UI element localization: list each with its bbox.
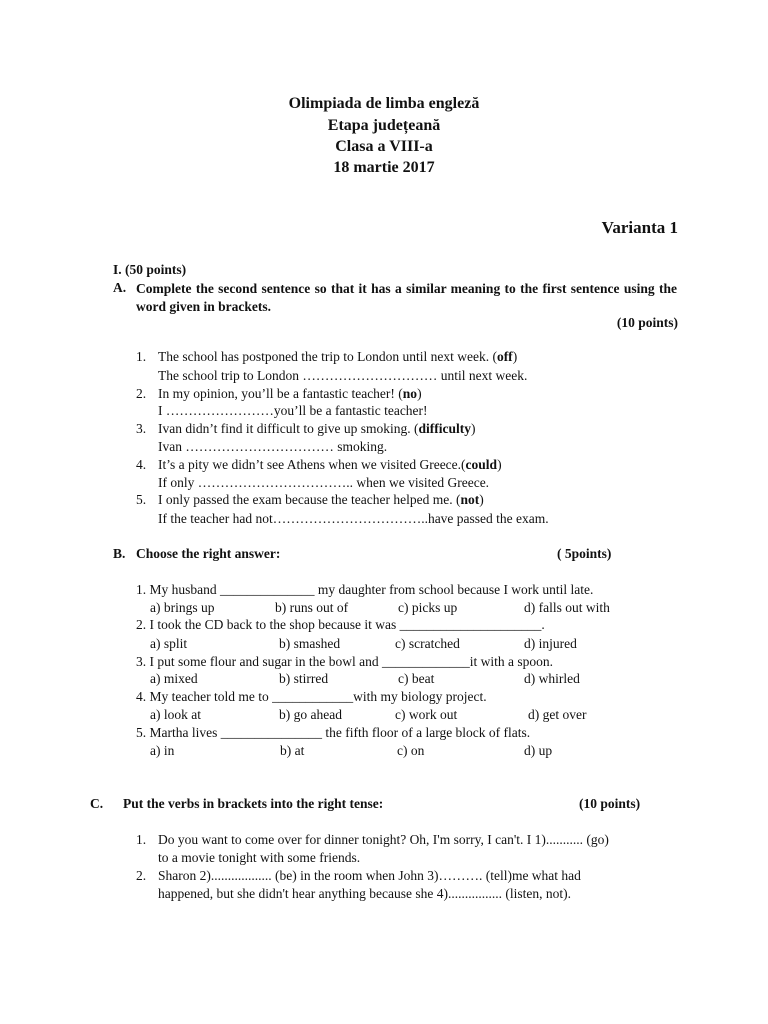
keyword: difficulty	[418, 421, 471, 436]
keyword: could	[465, 457, 498, 472]
section-b-instruction: Choose the right answer:	[136, 546, 281, 561]
olympiad-title: Olimpiada de limba engleză	[288, 95, 480, 112]
option-a: a) split	[150, 636, 188, 651]
section-a-instruction: Complete the second sentence so that it has a similar meaning to the first sentence using the word given in brackets.	[136, 281, 677, 314]
option-d: d) up	[524, 743, 553, 758]
class-title: Clasa a VIII-a	[335, 138, 433, 155]
list-item-number: 2.	[136, 868, 147, 883]
option-a: a) look at	[150, 707, 201, 722]
option-b: b) runs out of	[275, 600, 349, 615]
option-b: b) stirred	[279, 671, 329, 686]
question-text: 4. My teacher told me to ____________with my biology project.	[136, 689, 487, 704]
stage-title: Etapa județeană	[327, 117, 441, 134]
item-rewrite: If only …………………………….. when we visited Greece.	[158, 475, 490, 490]
list-item-number: 3.	[136, 421, 147, 436]
keyword: off	[496, 349, 513, 364]
section-c-letter: C.	[90, 796, 104, 811]
option-d: d) get over	[528, 707, 587, 722]
question-text: 3. I put some flour and sugar in the bowl and _____________it with a spoon.	[136, 654, 553, 669]
section-c-points: (10 points)	[579, 796, 641, 811]
keyword: not	[460, 492, 480, 507]
question-text: 1. My husband ______________ my daughter from school because I work until late.	[136, 582, 594, 597]
list-item-number: 5.	[136, 492, 147, 507]
option-b: b) smashed	[279, 636, 341, 651]
item-line: Do you want to come over for dinner tonight? Oh, I'm sorry, I can't. I 1)........... (go)	[158, 832, 609, 847]
option-b: b) at	[280, 743, 305, 758]
part-one-title: I. (50 points)	[113, 262, 187, 277]
option-d: d) whirled	[524, 671, 580, 686]
item-rewrite: If the teacher had not……………………………..have passed the exam.	[158, 511, 549, 526]
list-item-number: 4.	[136, 457, 147, 472]
option-c: c) work out	[395, 707, 458, 722]
item-line: Sharon 2).................. (be) in the room when John 3)………. (tell)me what had	[158, 868, 581, 883]
item-rewrite: I ……………………you’ll be a fantastic teacher!	[158, 403, 428, 418]
question-text: 5. Martha lives _______________ the fifth floor of a large block of flats.	[136, 725, 531, 740]
item-sentence: Ivan didn’t find it difficult to give up smoking. (difficulty)	[158, 421, 476, 436]
section-c-instruction: Put the verbs in brackets into the right tense:	[123, 796, 384, 811]
question-text: 2. I took the CD back to the shop because it was _____________________.	[136, 617, 545, 632]
item-sentence: In my opinion, you’ll be a fantastic teacher! (no)	[158, 386, 422, 401]
option-c: c) scratched	[395, 636, 460, 651]
option-c: c) beat	[398, 671, 435, 686]
option-d: d) injured	[524, 636, 577, 651]
list-item-number: 1.	[136, 349, 147, 364]
option-b: b) go ahead	[279, 707, 342, 722]
item-line: happened, but she didn't hear anything because she 4)................ (listen, not).	[158, 886, 571, 901]
variant-label: Varianta 1	[601, 218, 678, 237]
exam-date: 18 martie 2017	[333, 159, 435, 176]
section-a-points: (10 points)	[616, 315, 678, 330]
section-a-letter: A.	[113, 280, 127, 295]
option-a: a) in	[150, 743, 175, 758]
item-rewrite: Ivan …………………………… smoking.	[158, 439, 388, 454]
keyword: no	[402, 386, 418, 401]
option-c: c) on	[397, 743, 425, 758]
item-sentence: The school has postponed the trip to London until next week. (off)	[158, 349, 518, 364]
item-sentence: It’s a pity we didn’t see Athens when we visited Greece.(could)	[158, 457, 502, 472]
item-line: to a movie tonight with some friends.	[158, 850, 361, 865]
section-b-letter: B.	[113, 546, 126, 561]
list-item-number: 2.	[136, 386, 147, 401]
item-sentence: I only passed the exam because the teacher helped me. (not)	[158, 492, 484, 507]
option-c: c) picks up	[398, 600, 458, 615]
item-rewrite: The school trip to London ………………………… until next week.	[158, 368, 528, 383]
option-d: d) falls out with	[524, 600, 610, 615]
section-b-points: ( 5points)	[557, 546, 612, 561]
option-a: a) brings up	[150, 600, 215, 615]
option-a: a) mixed	[150, 671, 198, 686]
list-item-number: 1.	[136, 832, 147, 847]
